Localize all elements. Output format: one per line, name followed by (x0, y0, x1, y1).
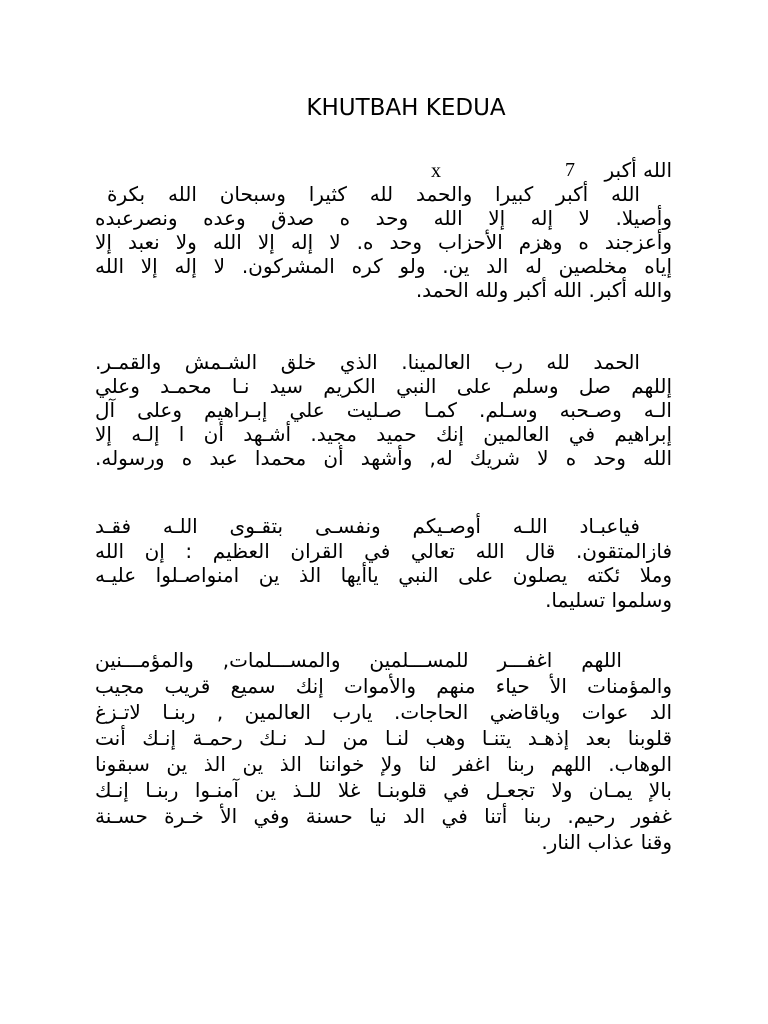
text-line: وقنا عذاب النار. (541, 830, 672, 854)
text-line: والمؤمنات الأ حياء منهم والأموات إنك سميع قريب مجيب (95, 674, 672, 698)
text-line: الله وحد ه لا شريك له, وأشهد أن محمدا عبد ه ورسوله. (95, 446, 672, 470)
closing-prayer-paragraph (95, 647, 672, 855)
taqwa-exhortation-paragraph (95, 514, 672, 612)
text-line: الوهاب. اللهم ربنا اغفر لنا ولإ خواننا الذ ين الذ ين سبقونا (95, 752, 672, 776)
text-line: إللهم صل وسلم على النبي الكريم سيد نـا محمـد وعلي (95, 374, 672, 398)
text-line: وملا ئكته يصلون على النبي ياأيها الذ ين امنواصـلوا عليـه (95, 563, 672, 588)
text-line: وأعزجند ه وهزم الأحزاب وحد ه. لا إله إلا الله ولا نعبد إلا (95, 230, 672, 254)
document-title: KHUTBAH KEDUA (306, 95, 506, 121)
times-marker: x (431, 160, 441, 182)
text-line: والله أكبر. الله أكبر ولله الحمد. (415, 278, 672, 302)
text-line: قلوبنا بعد إذهـد يتنـا وهب لنـا من لـد نـك رحمـة إنـك أنت (95, 726, 672, 750)
praise-paragraph (95, 350, 672, 470)
text-line: وأصيلا. لا إله إلا الله وحد ه صدق وعده ونصرعبده (95, 206, 672, 230)
takbir-count: 7 (565, 159, 575, 181)
text-line: فازالمتقون. قال الله تعالي في القران العظيم : إن الله (95, 538, 672, 563)
text-line: وسلموا تسليما. (545, 587, 672, 612)
text-line: غفور رحيم. ربنا أتنا في الد نيا حسنة وفي الأ خـرة حسـنة (95, 804, 672, 828)
text-line: الله أكبر كبيرا والحمد لله كثيرا وسبحان الله بكرة (107, 182, 640, 206)
takbir-line (95, 158, 672, 182)
text-line: فياعبـاد اللـه أوصـيكم ونفسـى بتقـوى اللـه فقـد (95, 514, 640, 538)
text-line: بالإ يمـان ولا تجعـل في قلوبنـا غلا للـذ ين آمنـوا ربنـا إنـك (95, 778, 672, 802)
text-line: إبراهيم في العالمين إنك حميد مجيد. أشـهد أن ا إلـه إلا (95, 422, 672, 446)
text-line: إياه مخلصين له الد ين. ولو كره المشركون. لا إله إلا الله (95, 254, 672, 278)
text-line: الحمد لله رب العالمينا. الذي خلق الشـمش والقمـر. (95, 350, 640, 374)
opening-takbir-paragraph (95, 182, 672, 302)
text-line: الد عوات وياقاضي الحاجات. يارب العالمين , ربنـا لاتـزغ (95, 700, 672, 724)
text-line: اللهم اغفـــر للمســـلمين والمســـلمات, والمؤمـــنين (95, 648, 622, 672)
takbir-phrase: الله أكبر (604, 158, 672, 182)
text-line: الـه وصـحبه وسـلم. كمـا صـليت علي إبـراهيم وعلى آل (95, 398, 672, 422)
